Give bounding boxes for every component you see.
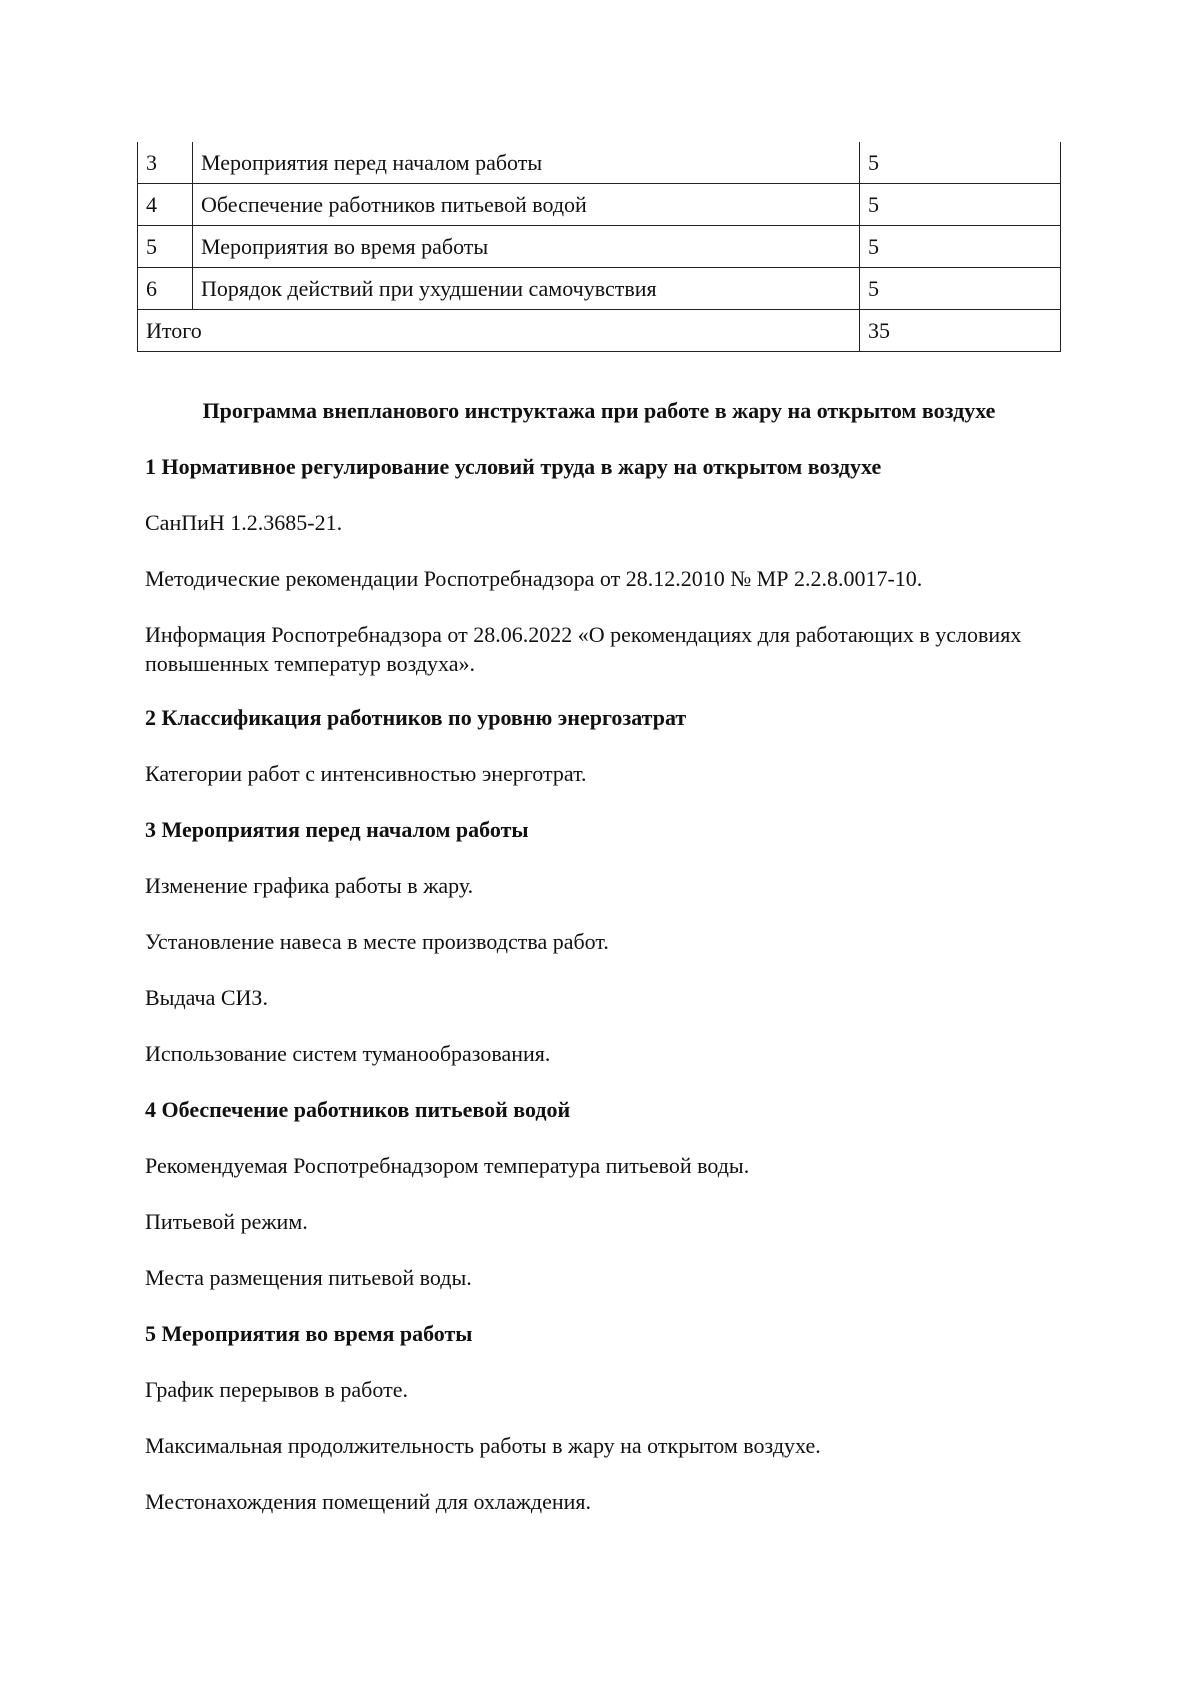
- paragraph: График перерывов в работе.: [145, 1377, 408, 1402]
- paragraph: Рекомендуемая Роспотребнадзором температура питьевой воды.: [145, 1153, 750, 1178]
- paragraph: Использование систем туманообразования.: [145, 1041, 551, 1066]
- program-hours-table: [137, 142, 1061, 352]
- topic-name: Обеспечение работников питьевой водой: [193, 184, 860, 226]
- row-number: 5: [138, 226, 193, 268]
- table-row: [138, 268, 1061, 310]
- table-total-row: [138, 310, 1061, 352]
- section-heading: 4 Обеспечение работников питьевой водой: [145, 1097, 571, 1122]
- paragraph: Максимальная продолжительность работы в жару на открытом воздухе.: [145, 1433, 821, 1458]
- topic-hours: 5: [860, 268, 1061, 310]
- section-heading: 5 Мероприятия во время работы: [145, 1321, 473, 1346]
- section-heading: 3 Мероприятия перед началом работы: [145, 817, 529, 842]
- row-number: 3: [138, 142, 193, 184]
- topic-name: Мероприятия перед началом работы: [193, 142, 860, 184]
- paragraph: Выдача СИЗ.: [145, 985, 268, 1010]
- paragraph: Места размещения питьевой воды.: [145, 1265, 472, 1290]
- total-label: Итого: [138, 310, 860, 352]
- paragraph: Изменение графика работы в жару.: [145, 873, 474, 898]
- row-number: 6: [138, 268, 193, 310]
- total-value: 35: [860, 310, 1061, 352]
- paragraph: СанПиН 1.2.3685-21.: [145, 510, 343, 535]
- section-heading: 2 Классификация работников по уровню энергозатрат: [145, 705, 687, 730]
- row-number: 4: [138, 184, 193, 226]
- paragraph: Методические рекомендации Роспотребнадзора от 28.12.2010 № МР 2.2.8.0017-10.: [145, 566, 923, 591]
- section-heading: 1 Нормативное регулирование условий труда в жару на открытом воздухе: [145, 454, 882, 479]
- program-title: Программа внепланового инструктажа при работе в жару на открытом воздухе: [202, 398, 996, 423]
- table-row: [138, 142, 1061, 184]
- table-row: [138, 184, 1061, 226]
- topic-name: Порядок действий при ухудшении самочувствия: [193, 268, 860, 310]
- paragraph: Местонахождения помещений для охлаждения.: [145, 1489, 592, 1514]
- topic-hours: 5: [860, 226, 1061, 268]
- paragraph: Установление навеса в месте производства работ.: [145, 929, 609, 954]
- paragraph: Информация Роспотребнадзора от 28.06.2022 «О рекомендациях для работающих в условиях повышенных температур воздуха».: [145, 622, 1022, 676]
- topic-hours: 5: [860, 142, 1061, 184]
- paragraph: Питьевой режим.: [145, 1209, 308, 1234]
- topic-hours: 5: [860, 184, 1061, 226]
- table-row: [138, 226, 1061, 268]
- paragraph: Категории работ с интенсивностью энерготрат.: [145, 761, 587, 786]
- topic-name: Мероприятия во время работы: [193, 226, 860, 268]
